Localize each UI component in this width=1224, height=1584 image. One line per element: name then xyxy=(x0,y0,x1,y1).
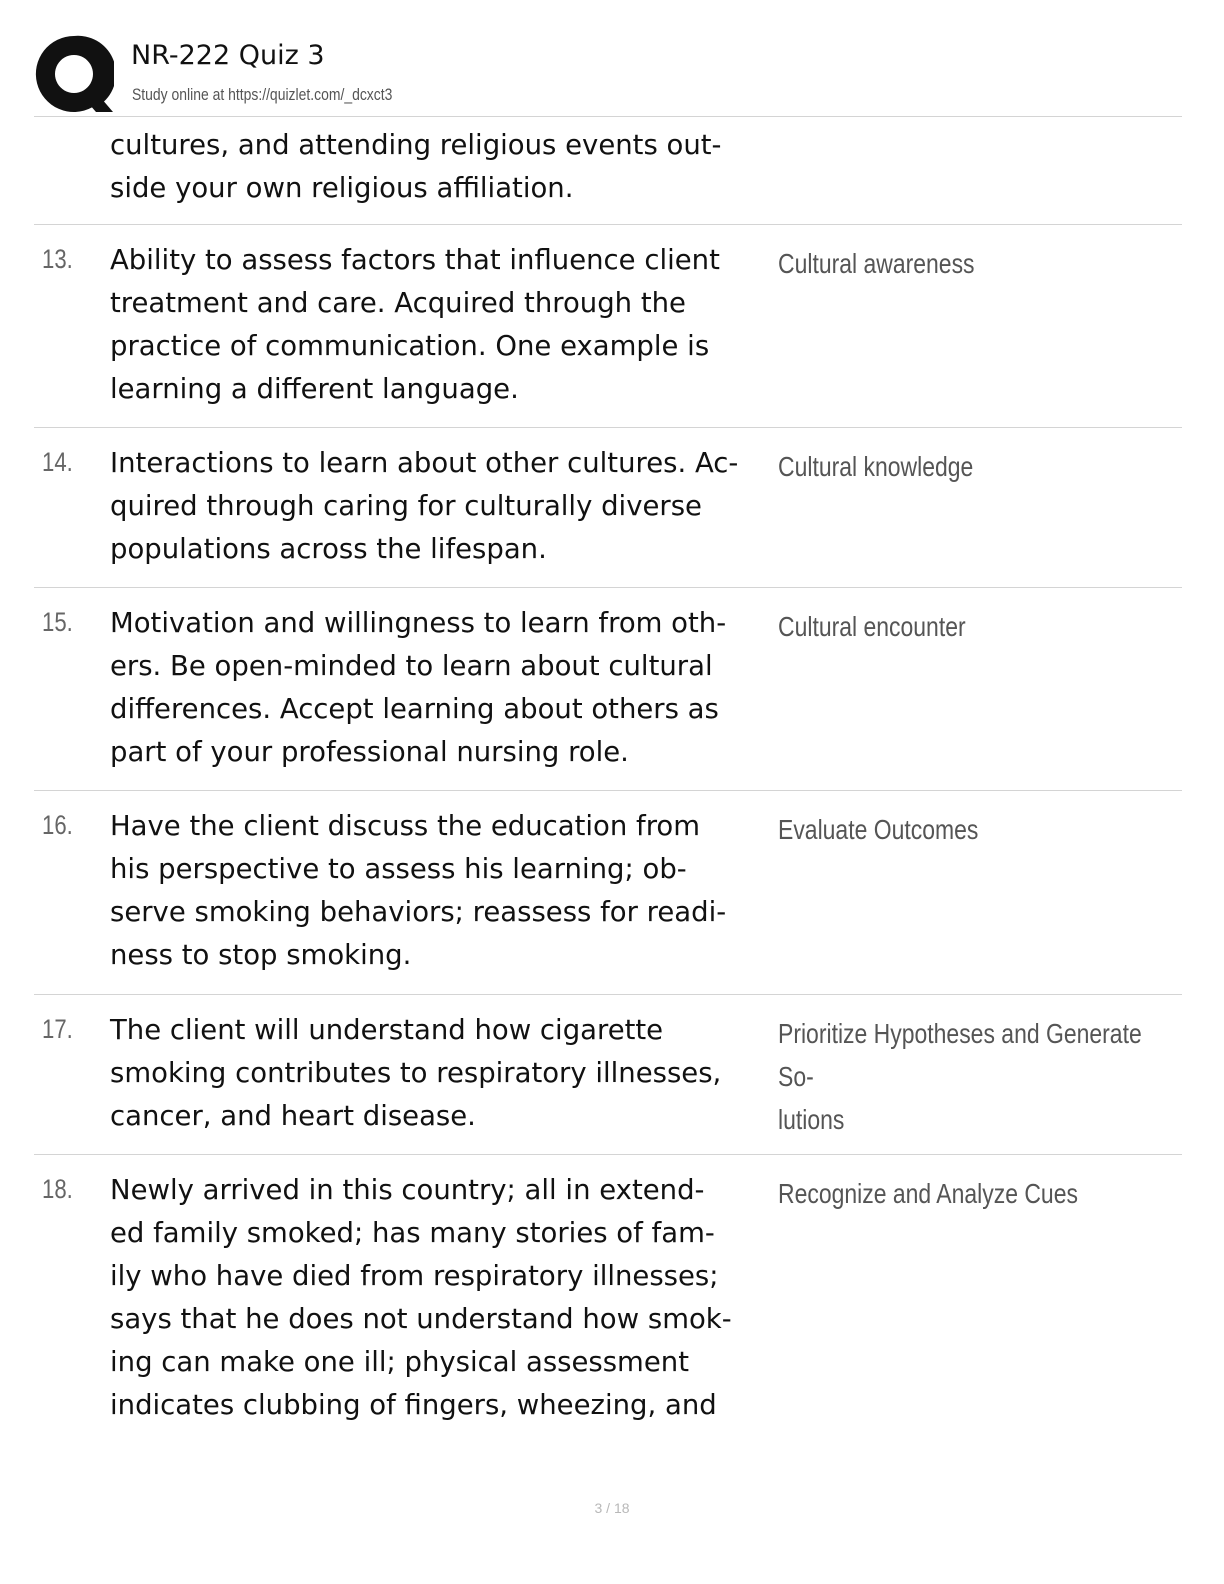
card-definition: Prioritize Hypotheses and Generate So- lutions xyxy=(778,1018,1142,1135)
header-divider xyxy=(34,116,1182,117)
card-definition: Cultural knowledge xyxy=(778,451,974,482)
flashcard-row xyxy=(34,1154,1182,1445)
continued-term-text: cultures, and attending religious events out- side your own religious affiliation. xyxy=(110,129,722,204)
page-number: 3 / 18 xyxy=(594,1500,630,1516)
document-title: NR-222 Quiz 3 xyxy=(131,40,325,71)
card-number: 13. xyxy=(42,244,73,274)
card-number: 16. xyxy=(42,810,73,840)
card-definition: Cultural encounter xyxy=(778,611,966,642)
flashcard-row xyxy=(34,790,1182,995)
card-term: Interactions to learn about other cultures. Ac- quired through caring for culturally diverse populations across the lifespan. xyxy=(110,447,739,565)
flashcard-row xyxy=(34,587,1182,791)
card-term: Ability to assess factors that influence client treatment and care. Acquired through the practice of communication. One example is learning a different language. xyxy=(110,244,720,405)
card-definition: Cultural awareness xyxy=(778,248,975,279)
card-definition: Evaluate Outcomes xyxy=(778,814,979,845)
card-number: 15. xyxy=(42,607,73,637)
card-number: 18. xyxy=(42,1174,73,1204)
card-number: 17. xyxy=(42,1014,73,1044)
card-term: Newly arrived in this country; all in extend- ed family smoked; has many stories of fam- ily who have died from respiratory illnesses; says that he does not understand how smok- ing can make one ill; physical assessment indicates clubbing of fingers, wheezing, and xyxy=(110,1174,732,1421)
card-definition: Recognize and Analyze Cues xyxy=(778,1178,1078,1209)
card-term: Motivation and willingness to learn from oth- ers. Be open-minded to learn about cultural differences. Accept learning about others as part of your professional nursing role. xyxy=(110,607,727,768)
flashcard-row xyxy=(34,427,1182,588)
quizlet-logo-icon xyxy=(34,34,114,114)
page-header xyxy=(34,34,1184,116)
card-term: The client will understand how cigarette smoking contributes to respiratory illnesses, cancer, and heart disease. xyxy=(110,1014,722,1132)
study-online-link[interactable]: Study online at https://quizlet.com/_dcxct3 xyxy=(132,85,393,104)
flashcard-row xyxy=(34,994,1182,1155)
flashcard-row xyxy=(34,224,1182,428)
card-number: 14. xyxy=(42,447,73,477)
card-term: Have the client discuss the education from his perspective to assess his learning; ob- serve smoking behaviors; reassess for readi- ness to stop smoking. xyxy=(110,810,727,971)
